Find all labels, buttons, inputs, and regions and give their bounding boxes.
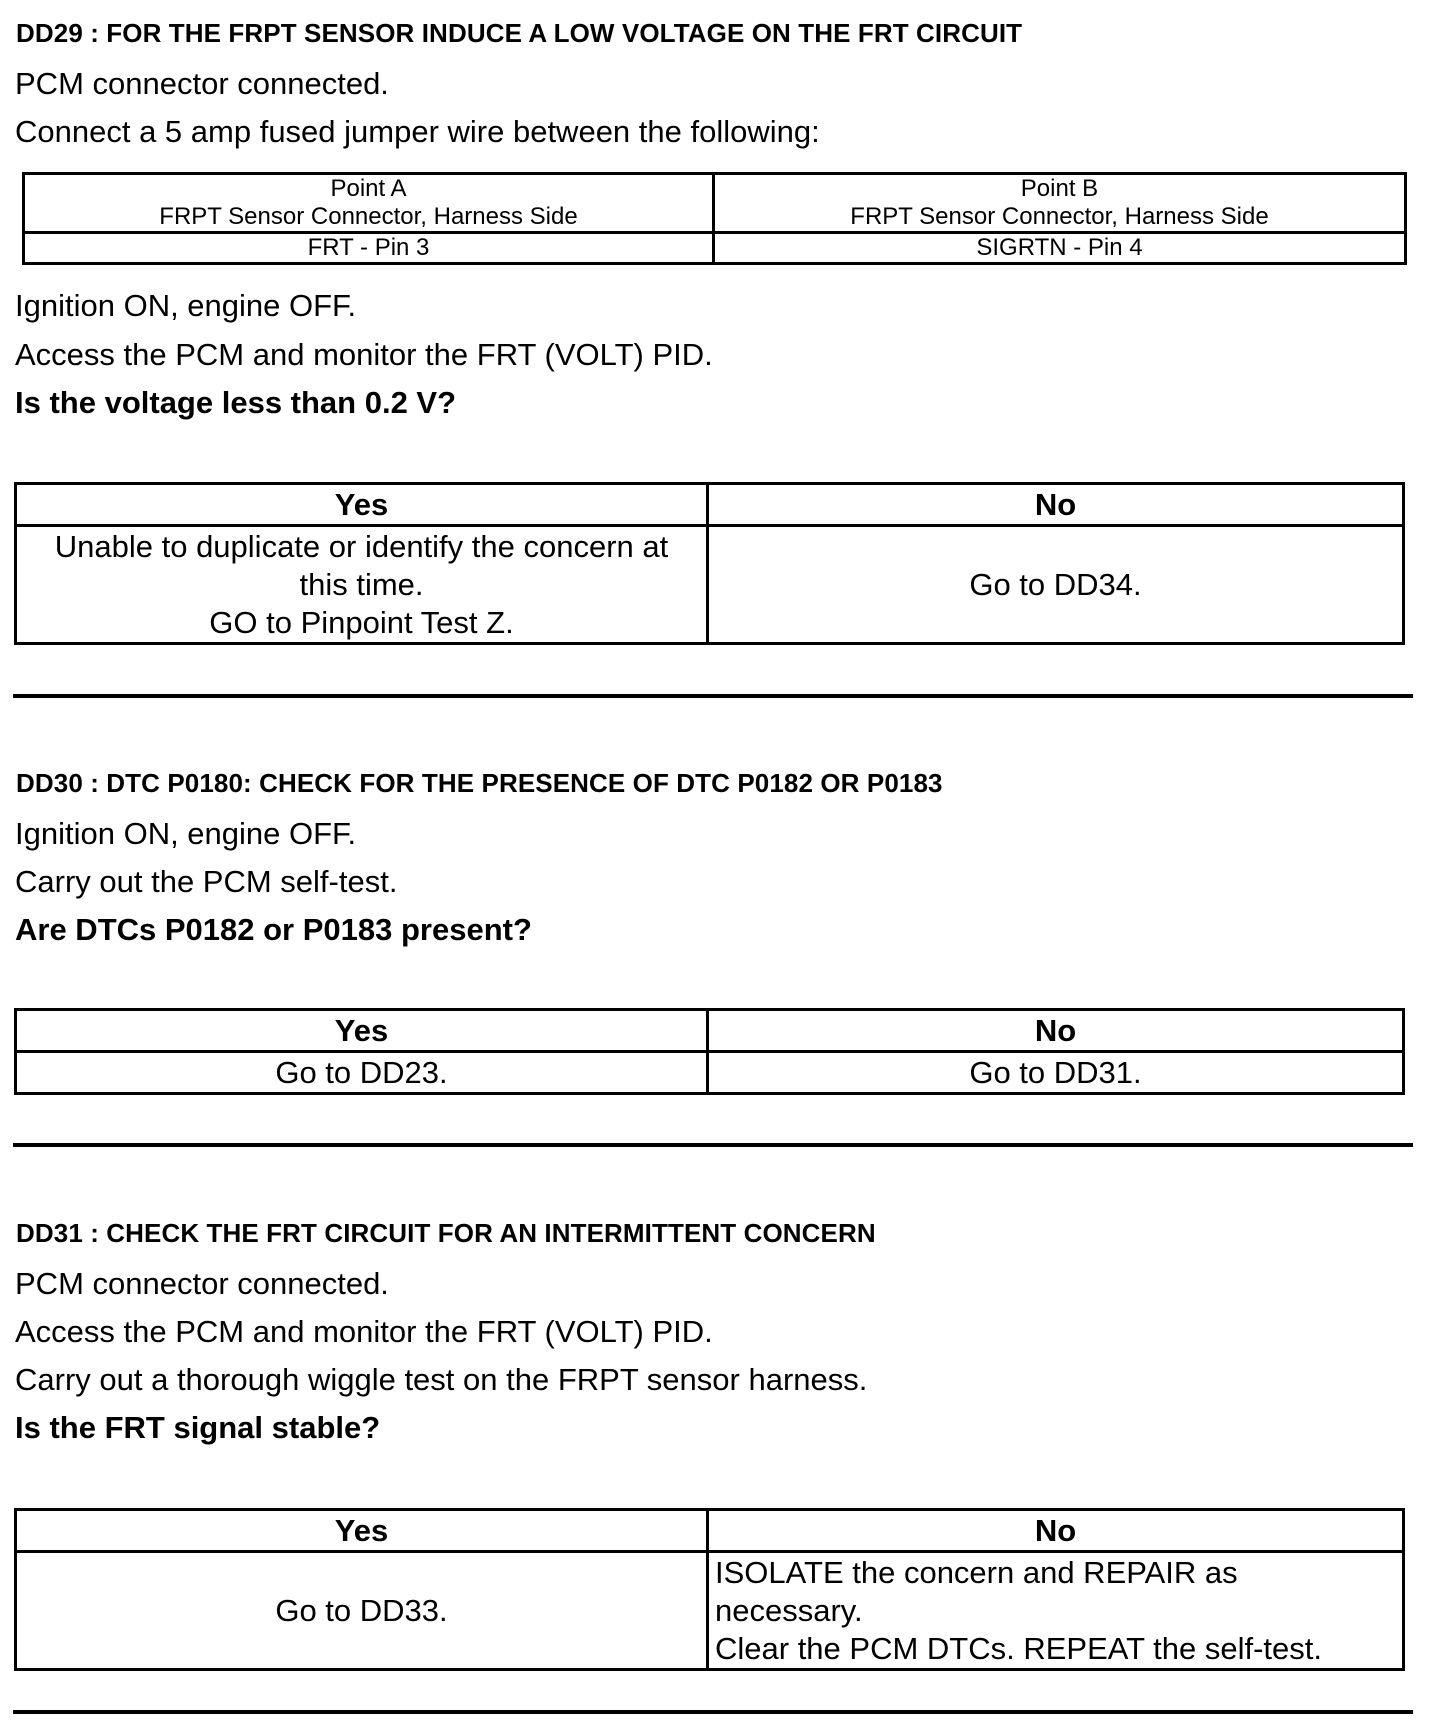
yes-action: Unable to duplicate or identify the concern at this time. GO to Pinpoint Test Z. bbox=[16, 526, 708, 644]
dd30-step-1: Ignition ON, engine OFF. bbox=[15, 816, 357, 851]
yes-header: Yes bbox=[16, 484, 708, 526]
dd31-step-2: Access the PCM and monitor the FRT (VOLT) PID. bbox=[15, 1314, 713, 1349]
no-header: No bbox=[708, 484, 1404, 526]
dd29-step-4: Access the PCM and monitor the FRT (VOLT) PID. bbox=[15, 337, 713, 372]
dd29-step-2: Connect a 5 amp fused jumper wire between the following: bbox=[15, 114, 820, 149]
dd29-question: Is the voltage less than 0.2 V? bbox=[15, 385, 457, 420]
dd30-result-table bbox=[14, 1008, 1405, 1095]
point-b-header: Point B FRPT Sensor Connector, Harness Side bbox=[714, 174, 1406, 233]
no-header: No bbox=[708, 1010, 1404, 1052]
no-action: ISOLATE the concern and REPAIR as necessary. Clear the PCM DTCs. REPEAT the self-test. bbox=[708, 1552, 1404, 1670]
dd31-result-table bbox=[14, 1508, 1405, 1671]
no-action: Go to DD31. bbox=[708, 1052, 1404, 1094]
yes-header: Yes bbox=[16, 1010, 708, 1052]
dd30-question: Are DTCs P0182 or P0183 present? bbox=[15, 912, 532, 947]
section-divider bbox=[13, 1143, 1413, 1147]
no-header: No bbox=[708, 1510, 1404, 1552]
dd29-result-table bbox=[14, 482, 1405, 645]
dd29-step-3: Ignition ON, engine OFF. bbox=[15, 288, 357, 323]
point-b-value: SIGRTN - Pin 4 bbox=[714, 233, 1406, 264]
dd31-question: Is the FRT signal stable? bbox=[15, 1410, 381, 1445]
point-a-header: Point A FRPT Sensor Connector, Harness Side bbox=[24, 174, 714, 233]
dd30-heading: DD30 : DTC P0180: CHECK FOR THE PRESENCE OF DTC P0182 OR P0183 bbox=[16, 768, 943, 798]
dd31-heading: DD31 : CHECK THE FRT CIRCUIT FOR AN INTERMITTENT CONCERN bbox=[16, 1218, 876, 1248]
point-a-value: FRT - Pin 3 bbox=[24, 233, 714, 264]
dd30-step-2: Carry out the PCM self-test. bbox=[15, 864, 398, 899]
section-divider bbox=[13, 694, 1413, 698]
dd31-step-1: PCM connector connected. bbox=[15, 1266, 389, 1301]
no-action: Go to DD34. bbox=[708, 526, 1404, 644]
yes-header: Yes bbox=[16, 1510, 708, 1552]
yes-action: Go to DD23. bbox=[16, 1052, 708, 1094]
dd29-connection-table bbox=[22, 172, 1407, 265]
dd31-step-3: Carry out a thorough wiggle test on the FRPT sensor harness. bbox=[15, 1362, 868, 1397]
section-divider bbox=[13, 1710, 1413, 1714]
dd29-heading: DD29 : FOR THE FRPT SENSOR INDUCE A LOW VOLTAGE ON THE FRT CIRCUIT bbox=[16, 18, 1023, 48]
yes-action: Go to DD33. bbox=[16, 1552, 708, 1670]
dd29-step-1: PCM connector connected. bbox=[15, 66, 389, 101]
